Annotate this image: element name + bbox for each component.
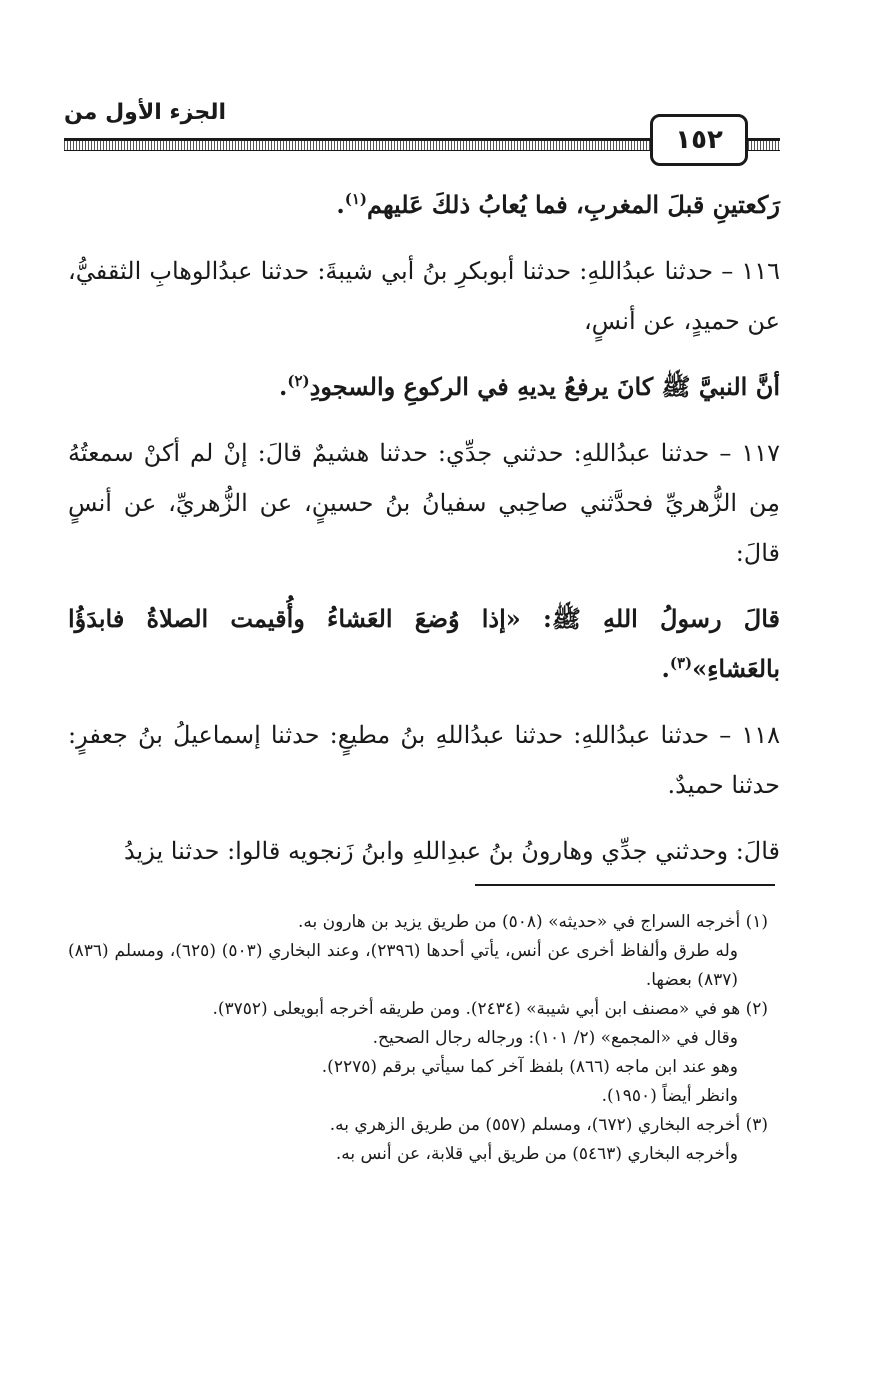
- hadith-118-isnad: ١١٨ – حدثنا عبدُاللهِ: حدثنا عبدُاللهِ بنُ مطيعٍ: حدثنا إسماعيلُ بنُ جعفرٍ: حدثنا حميدٌ.: [68, 721, 780, 799]
- page-header: [64, 96, 780, 168]
- footnote-1-continued: وله طرق وألفاظ أخرى عن أنس، يأتي أحدها (٢٣٩٦)، وعند البخاري (٥٠٣) (٦٢٥)، ومسلم (٨٣٦) (٨٣٧) بعضها.: [68, 941, 739, 990]
- footnote-ref-1: (١): [344, 190, 368, 208]
- hadith-116-isnad: ١١٦ – حدثنا عبدُاللهِ: حدثنا أبوبكرِ بنُ أبي شيبةَ: حدثنا عبدُالوهابِ الثقفيُّ، عن حميدٍ، عن أنسٍ،: [68, 257, 780, 335]
- footnote-3-line-2: وأخرجه البخاري (٥٤٦٣) من طريق أبي قلابة، عن أنس به.: [335, 1144, 738, 1164]
- running-title: الجزء الأول من: [64, 100, 227, 125]
- hadith-117-isnad: ١١٧ – حدثنا عبدُاللهِ: حدثني جدِّي: حدثنا هشيمٌ قالَ: إنْ لم أكنْ سمعتُهُ مِن الزُّهريِّ فحدَّثني صاحِبي سفيانُ بنُ حسينٍ، عن الزُّهريِّ، عن أنسٍ قالَ:: [68, 439, 780, 567]
- footnote-ref-2: (٢): [287, 372, 310, 390]
- footnote-2: (٢) هو في «مصنف ابن أبي شيبة» (٢٤٣٤). ومن طريقه أخرجه أبويعلى (٣٧٥٢).: [212, 999, 768, 1019]
- footnote-separator: [475, 884, 775, 886]
- hadith-117-matn: قالَ رسولُ اللهِ ﷺ: «إذا وُضعَ العَشاءُ وأُقيمت الصلاةُ فابدَؤُا بالعَشاءِ»$^{(٣)}$.: [68, 604, 780, 683]
- hadith-116-matn: أنَّ النبيَّ ﷺ كانَ يرفعُ يديهِ في الركوعِ والسجودِ$^{(٢)}$.: [279, 372, 780, 401]
- footnote-2-line-4: وانظر أيضاً (١٩٥٠).: [601, 1086, 738, 1106]
- footnote-2-line-3: وهو عند ابن ماجه (٨٦٦) بلفظ آخر كما سيأتي برقم (٢٢٧٥).: [321, 1057, 738, 1077]
- hadith-118-continuation: قالَ: وحدثني جدِّي وهارونُ بنُ عبدِاللهِ وابنُ زَنجويه قالوا: حدثنا يزيدُ: [123, 837, 780, 865]
- footnote-2-line-2: وقال في «المجمع» (٢/ ١٠١): ورجاله رجال الصحيح.: [372, 1028, 738, 1048]
- main-text: [68, 180, 780, 892]
- footnote-3: (٣) أخرجه البخاري (٦٧٢)، ومسلم (٥٥٧) من طريق الزهري به.: [329, 1115, 768, 1135]
- paragraph-continuation: رَكعتينِ قبلَ المغربِ، فما يُعابُ ذلكَ عَليهم$^{(١)}$.: [336, 190, 780, 219]
- footnotes: [68, 908, 768, 1169]
- footnote-ref-3: (٣): [669, 654, 693, 672]
- footnote-1: (١) أخرجه السراج في «حديثه» (٥٠٨) من طريق يزيد بن هارون به.: [297, 912, 768, 932]
- page-number: ١٥٢: [650, 114, 748, 166]
